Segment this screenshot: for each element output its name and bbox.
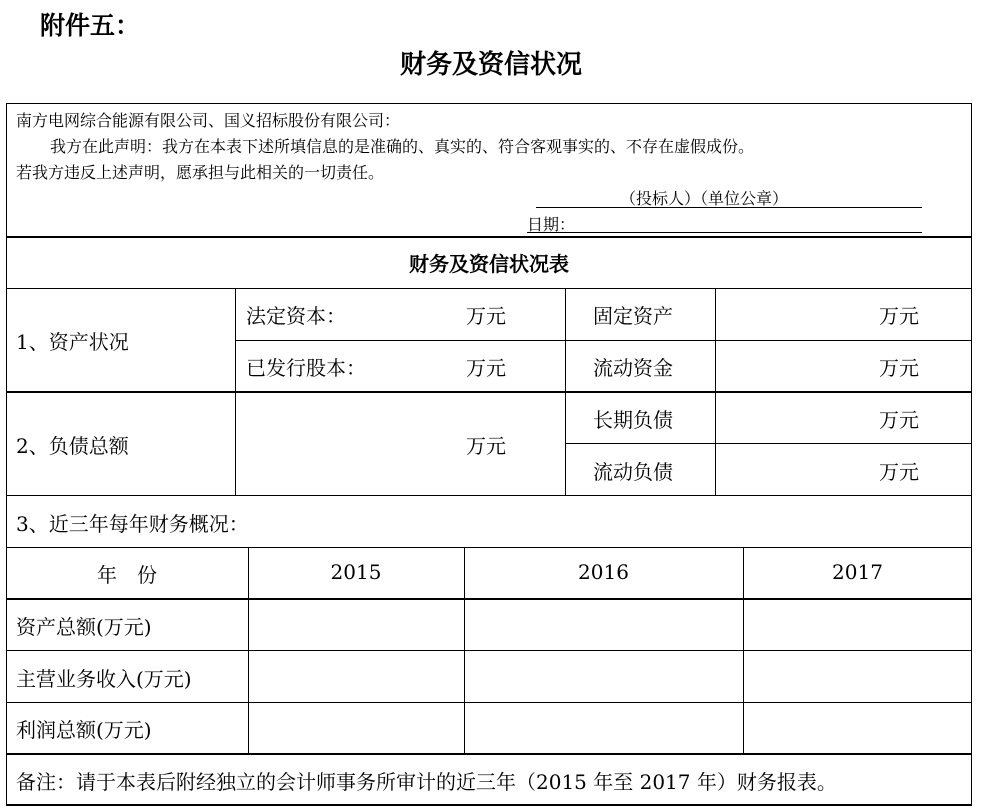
date-label: 日期： xyxy=(527,215,576,234)
vrule-label-col xyxy=(235,288,236,495)
registered-capital-label: 法定资本： xyxy=(246,304,346,328)
working-capital-unit[interactable]: 万元 xyxy=(879,356,919,380)
note: 备注：请于本表后附经独立的会计师事务所审计的近三年（2015 年至 2017 年）财务报表。 xyxy=(16,770,837,794)
rule-row3-bottom xyxy=(6,753,972,755)
rule-assets-mid xyxy=(235,340,972,341)
assets-label: 1、资产状况 xyxy=(16,330,129,354)
addressee: 南方电网综合能源有限公司、国义招标股份有限公司： xyxy=(16,111,401,130)
long-term-liabilities-label: 长期负债 xyxy=(593,408,673,432)
table-title: 财务及资信状况表 xyxy=(409,252,569,276)
issued-shares-unit[interactable]: 万元 xyxy=(466,356,506,380)
registered-capital-unit[interactable]: 万元 xyxy=(466,304,506,328)
rule-liab-bottom xyxy=(6,495,972,496)
rule-title-bottom xyxy=(6,288,972,289)
row-main-revenue: 主营业务收入(万元) xyxy=(16,667,192,691)
long-term-liabilities-unit[interactable]: 万元 xyxy=(879,408,919,432)
row-total-assets: 资产总额(万元) xyxy=(16,615,152,639)
rule-row1-bottom xyxy=(6,650,972,651)
liabilities-label: 2、负债总额 xyxy=(16,434,129,458)
seal-underline xyxy=(536,207,922,208)
year-2015: 2015 xyxy=(330,560,382,584)
rule-row2-bottom xyxy=(6,702,972,703)
year-2016: 2016 xyxy=(578,560,629,584)
seal-label: （投标人）（单位公章） xyxy=(620,189,789,208)
year-header: 年 份 xyxy=(97,563,157,587)
rule-year-header-bottom xyxy=(6,598,972,600)
year-2017: 2017 xyxy=(832,560,883,584)
rule-title-top xyxy=(6,236,972,238)
current-liabilities-unit[interactable]: 万元 xyxy=(879,460,919,484)
vrule-right-col xyxy=(715,288,716,495)
row-total-profit: 利润总额(万元) xyxy=(16,718,152,742)
rule-summary-label-bottom xyxy=(6,547,972,548)
declaration-line-1: 我方在此声明：我方在本表下述所填信息的是准确的、真实的、符合客观事实的、不存在虚假成份。 xyxy=(50,137,755,156)
current-liabilities-label: 流动负债 xyxy=(593,460,673,484)
summary-label: 3、近三年每年财务概况： xyxy=(16,512,249,536)
declaration-line-2: 若我方违反上述声明，愿承担与此相关的一切责任。 xyxy=(16,163,385,182)
page-title: 财务及资信状况 xyxy=(399,50,582,80)
rule-liab-mid xyxy=(565,443,972,444)
fixed-assets-label: 固定资产 xyxy=(593,304,673,328)
rule-assets-bottom xyxy=(6,391,972,393)
working-capital-label: 流动资金 xyxy=(593,356,673,380)
issued-shares-label: 已发行股本： xyxy=(246,356,366,380)
vrule-mid-col xyxy=(565,288,566,495)
fixed-assets-unit[interactable]: 万元 xyxy=(879,304,919,328)
date-underline[interactable] xyxy=(527,232,922,233)
annex-label: 附件五： xyxy=(40,11,141,40)
liabilities-total-unit[interactable]: 万元 xyxy=(466,434,506,458)
